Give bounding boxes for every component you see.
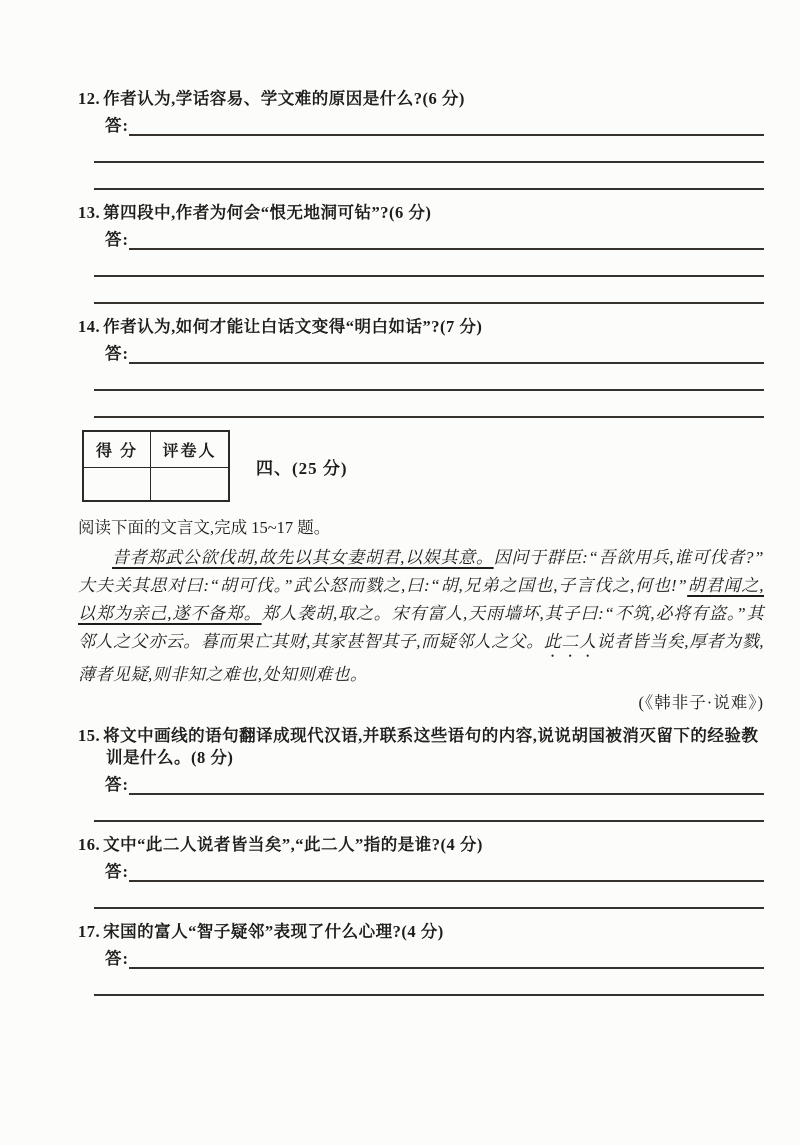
- score-blank-cell: [83, 468, 151, 502]
- section-4-header-row: [82, 430, 764, 502]
- answer-label: 答:: [105, 230, 129, 249]
- question-15-heading: [78, 725, 764, 769]
- score-label: 得 分: [83, 431, 151, 468]
- answer-blank-line: [129, 771, 764, 795]
- question-number: 16.: [78, 835, 101, 854]
- question-number: 14.: [78, 317, 101, 336]
- question-15: [78, 725, 764, 822]
- answer-label: 答:: [105, 116, 129, 135]
- answer-row: [105, 856, 764, 882]
- answer-label: 答:: [105, 775, 129, 794]
- question-text: 将文中画线的语句翻译成现代汉语,并联系这些语句的内容,说说胡国被消灭留下的经验教训是什么。(8 分): [103, 726, 759, 767]
- classical-passage: [78, 544, 764, 689]
- answer-blank-line: [94, 969, 764, 996]
- answer-blank-line: [94, 391, 764, 418]
- reading-instruction: 阅读下面的文言文,完成 15~17 题。: [78, 518, 331, 537]
- question-12: [78, 88, 764, 190]
- answer-blank-line: [129, 226, 764, 250]
- question-16: [78, 834, 764, 909]
- answer-blank-line: [129, 112, 764, 136]
- question-text: 文中“此二人说者皆当矣”,“此二人”指的是谁?(4 分): [103, 835, 483, 854]
- answer-blank-line: [94, 163, 764, 190]
- passage-segment-emphasis-dots: 此二人: [543, 632, 597, 651]
- question-14: [78, 316, 764, 418]
- answer-row: [105, 110, 764, 136]
- answer-label: 答:: [105, 344, 129, 363]
- answer-row: [105, 943, 764, 969]
- answer-blank-line: [129, 945, 764, 969]
- answer-blank-line: [94, 882, 764, 909]
- answer-blank-line: [94, 795, 764, 822]
- question-14-heading: [78, 316, 764, 338]
- answer-blank-line: [129, 340, 764, 364]
- answer-label: 答:: [105, 949, 129, 968]
- section-title: 四、(25 分): [256, 458, 348, 478]
- answer-row: [105, 224, 764, 250]
- passage-segment: 说者皆当矣,厚者为戮,薄者见疑,则非知之难也,处知则难也。: [78, 632, 765, 684]
- passage-source: (《韩非子·说难》): [638, 693, 764, 712]
- question-text: 作者认为,如何才能让白话文变得“明白如话”?(7 分): [103, 317, 483, 336]
- passage-segment: 因问于群臣:“吾欲用兵,谁可伐者?”大夫关其思对曰:“胡可伐。”武公怒而戮之,曰:“胡,兄弟之国也,子言伐之,何也!”: [78, 548, 765, 595]
- question-13-heading: [78, 202, 764, 224]
- passage-segment-underlined: 胡君闻之,以郑为亲己,遂不备郑。: [78, 576, 764, 623]
- passage-segment: 郑人袭胡,取之。宋有富人,天雨墙坏,其子曰:“不筑,必将有盗。”其邻人之父亦云。暮而果亡其财,其家甚智其子,而疑邻人之父。: [78, 604, 764, 651]
- answer-blank-line: [94, 277, 764, 304]
- question-13: [78, 202, 764, 304]
- grader-blank-cell: [151, 468, 230, 502]
- score-box: [82, 430, 230, 502]
- question-number: 15.: [78, 726, 101, 745]
- answer-row: [105, 338, 764, 364]
- question-number: 17.: [78, 922, 101, 941]
- question-12-heading: [78, 88, 764, 110]
- answer-label: 答:: [105, 862, 129, 881]
- question-number: 12.: [78, 89, 101, 108]
- answer-row: [105, 769, 764, 795]
- passage-segment-underlined: 昔者郑武公欲伐胡,故先以其女妻胡君,以娱其意。: [112, 548, 494, 567]
- question-text: 第四段中,作者为何会“恨无地洞可钻”?(6 分): [103, 203, 432, 222]
- question-number: 13.: [78, 203, 101, 222]
- answer-blank-line: [94, 136, 764, 163]
- question-text: 作者认为,学话容易、学文难的原因是什么?(6 分): [103, 89, 465, 108]
- answer-blank-line: [129, 858, 764, 882]
- answer-blank-line: [94, 250, 764, 277]
- answer-blank-line: [94, 364, 764, 391]
- question-16-heading: [78, 834, 764, 856]
- question-17-heading: [78, 921, 764, 943]
- question-17: [78, 921, 764, 996]
- grader-label: 评卷人: [151, 431, 230, 468]
- question-text: 宋国的富人“智子疑邻”表现了什么心理?(4 分): [103, 922, 444, 941]
